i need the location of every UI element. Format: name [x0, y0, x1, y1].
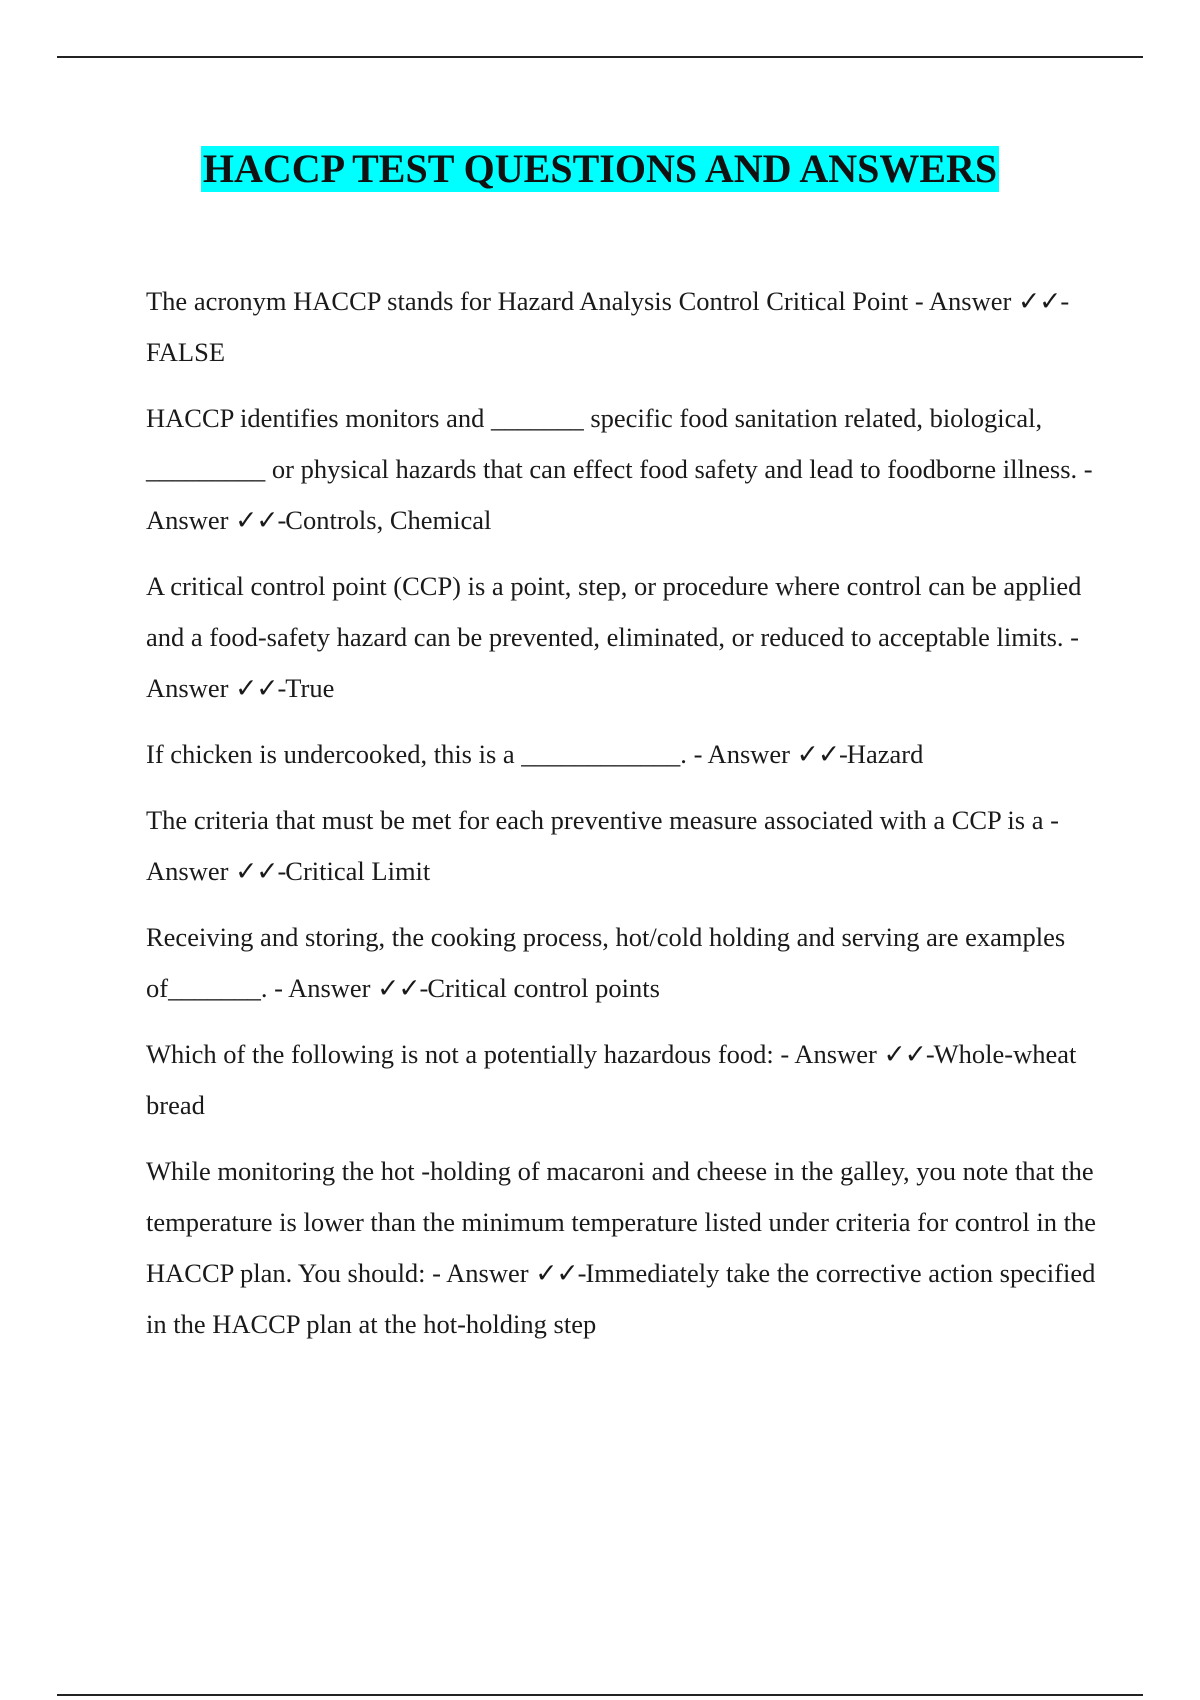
qa-item: [146, 912, 1096, 1014]
qa-item: [146, 1146, 1096, 1350]
footer-rule: [57, 1694, 1143, 1696]
double-check-icon: ✓✓-: [796, 739, 847, 769]
answer-text: Critical Limit: [285, 856, 431, 886]
qa-item: [146, 561, 1096, 714]
answer-text: Immediately take the corrective action specified in the HACCP plan at the hot-holding step: [146, 1258, 1096, 1339]
answer-text: Whole-wheat bread: [146, 1039, 1077, 1120]
title-container: [0, 146, 1200, 192]
answer-separator: - Answer: [267, 973, 378, 1003]
question-text: Which of the following is not a potentially hazardous food:: [146, 1039, 774, 1069]
question-text: HACCP identifies monitors and _______ specific food sanitation related, biological, _________ or physical hazards that can effect food safety and lead to foodborne illness.: [146, 403, 1078, 484]
answer-separator: - Answer: [908, 286, 1018, 316]
qa-item: [146, 393, 1096, 546]
double-check-icon: ✓✓-: [883, 1039, 934, 1069]
double-check-icon: ✓✓-: [535, 1258, 586, 1288]
qa-item: [146, 795, 1096, 897]
double-check-icon: ✓✓-: [377, 973, 428, 1003]
qa-item: [146, 276, 1096, 378]
answer-separator: - Answer: [773, 1039, 884, 1069]
answer-separator: - Answer: [146, 805, 1059, 886]
question-text: Receiving and storing, the cooking process, hot/cold holding and serving are examples of_______.: [146, 922, 1066, 1003]
question-text: While monitoring the hot -holding of macaroni and cheese in the galley, you note that the temperature is lower than the minimum temperature listed under criteria for control in the HACCP plan. You should:: [146, 1156, 1096, 1288]
answer-separator: - Answer: [686, 739, 797, 769]
question-text: The criteria that must be met for each preventive measure associated with a CCP is a: [146, 805, 1044, 835]
double-check-icon: ✓✓-: [235, 673, 286, 703]
answer-separator: - Answer: [146, 622, 1079, 703]
qa-item: [146, 729, 1096, 780]
double-check-icon: ✓✓-: [235, 856, 286, 886]
answer-separator: - Answer: [425, 1258, 536, 1288]
document-title: HACCP TEST QUESTIONS AND ANSWERS: [202, 146, 998, 191]
double-check-icon: ✓✓-: [235, 505, 286, 535]
double-check-icon: ✓✓-: [1017, 286, 1069, 316]
qa-list: [146, 276, 1096, 1350]
header-rule: [57, 56, 1143, 58]
answer-text: FALSE: [146, 337, 226, 367]
question-text: A critical control point (CCP) is a point, step, or procedure where control can be applied and a food-safety hazard can be prevented, eliminated, or reduced to acceptable limits.: [146, 571, 1082, 652]
answer-separator: - Answer: [146, 454, 1093, 535]
answer-text: True: [285, 673, 335, 703]
answer-text: Critical control points: [427, 973, 660, 1003]
answer-text: Controls, Chemical: [285, 505, 492, 535]
question-text: If chicken is undercooked, this is a ____________.: [146, 739, 687, 769]
qa-item: [146, 1029, 1096, 1131]
answer-text: Hazard: [846, 739, 924, 769]
question-text: The acronym HACCP stands for Hazard Analysis Control Critical Point: [146, 286, 909, 316]
